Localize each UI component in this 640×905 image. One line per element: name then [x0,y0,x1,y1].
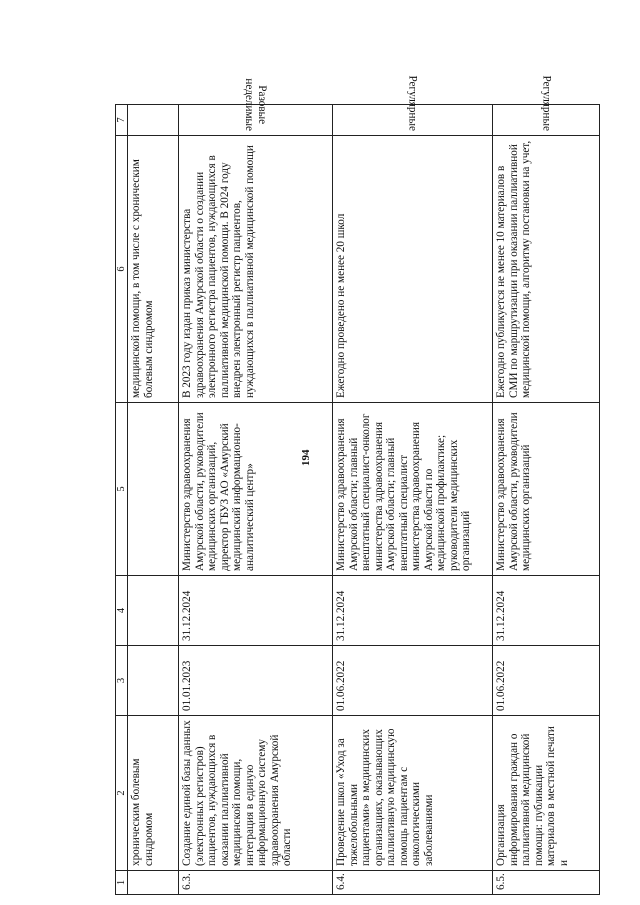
column-number-row [116,105,128,895]
measure-name: Проведение школ «Уход за тяжелобольными пациентами» в медицинских организациях, оказывающих паллиативную медицинскую помощь пациентам с онкологическими заболеваниями [333,716,493,871]
expected-result: медицинской помощи, в том числе с хроническим болевым синдромом [128,136,179,403]
row-number: 6.3. [179,871,333,895]
table-row [179,105,333,895]
measure-name: Организация информирования граждан о паллиативной медицинской помощи: публикации материалов в местной печати и [493,716,600,871]
column-number: 4 [116,576,128,646]
start-date: 01.01.2023 [179,646,333,716]
column-number: 5 [116,403,128,576]
end-date [128,576,179,646]
column-number: 3 [116,646,128,716]
column-number: 2 [116,716,128,871]
end-date: 31.12.2024 [493,576,600,646]
measure-type: Разовые неделимые [179,105,333,136]
start-date: 01.06.2022 [493,646,600,716]
column-number: 1 [116,871,128,895]
column-number: 6 [116,136,128,403]
measure-name: Создание единой базы данных (электронных регистров) пациентов, нуждающихся в оказании паллиативной медицинской помощи, интеграция в единую информационную систему здравоохранения Амурской области [179,716,333,871]
measure-type [128,105,179,136]
table-row [128,105,179,895]
row-number: 6.4. [333,871,493,895]
column-number: 7 [116,105,128,136]
end-date: 31.12.2024 [179,576,333,646]
end-date: 31.12.2024 [333,576,493,646]
start-date: 01.06.2022 [333,646,493,716]
page-number: 194 [300,449,312,466]
expected-result: Ежегодно публикуется не менее 10 материалов в СМИ по маршрутизации при оказании паллиативной медицинской помощи, алгоритму постановки на учет, [493,136,600,403]
expected-result: В 2023 году издан приказ министерства здравоохранения Амурской области о создании электронного регистра пациентов, нуждающихся в паллиативной медицинской помощи. В 2024 году внедрен электронный регистр пациентов, нуждающихся в паллиативной медицинской помощи [179,136,333,403]
measure-type: Регулярные [493,105,600,136]
responsible: Министерство здравоохранения Амурской области, руководители медицинских организаций, директор ГБУЗ АО «Амурский медицинский информационно-аналитический центр» [179,403,333,576]
responsible: Министерство здравоохранения Амурской области, руководители медицинских организаций [493,403,600,576]
measure-name: хроническим болевым синдромом [128,716,179,871]
expected-result: Ежегодно проведено не менее 20 школ [333,136,493,403]
table-row [493,105,600,895]
table-row [333,105,493,895]
start-date [128,646,179,716]
measure-type: Регулярные [333,105,493,136]
row-number [128,871,179,895]
responsible [128,403,179,576]
row-number: 6.5. [493,871,600,895]
measures-table [115,75,600,895]
rotated-page-content [115,75,600,895]
responsible: Министерство здравоохранения Амурской области; главный внештатный специалист-онколог министерства здравоохранения Амурской области; главный внештатный специалист министерства здравоохранения Амурской области по медицинской профилактике; руководители медицинских организаций [333,403,493,576]
